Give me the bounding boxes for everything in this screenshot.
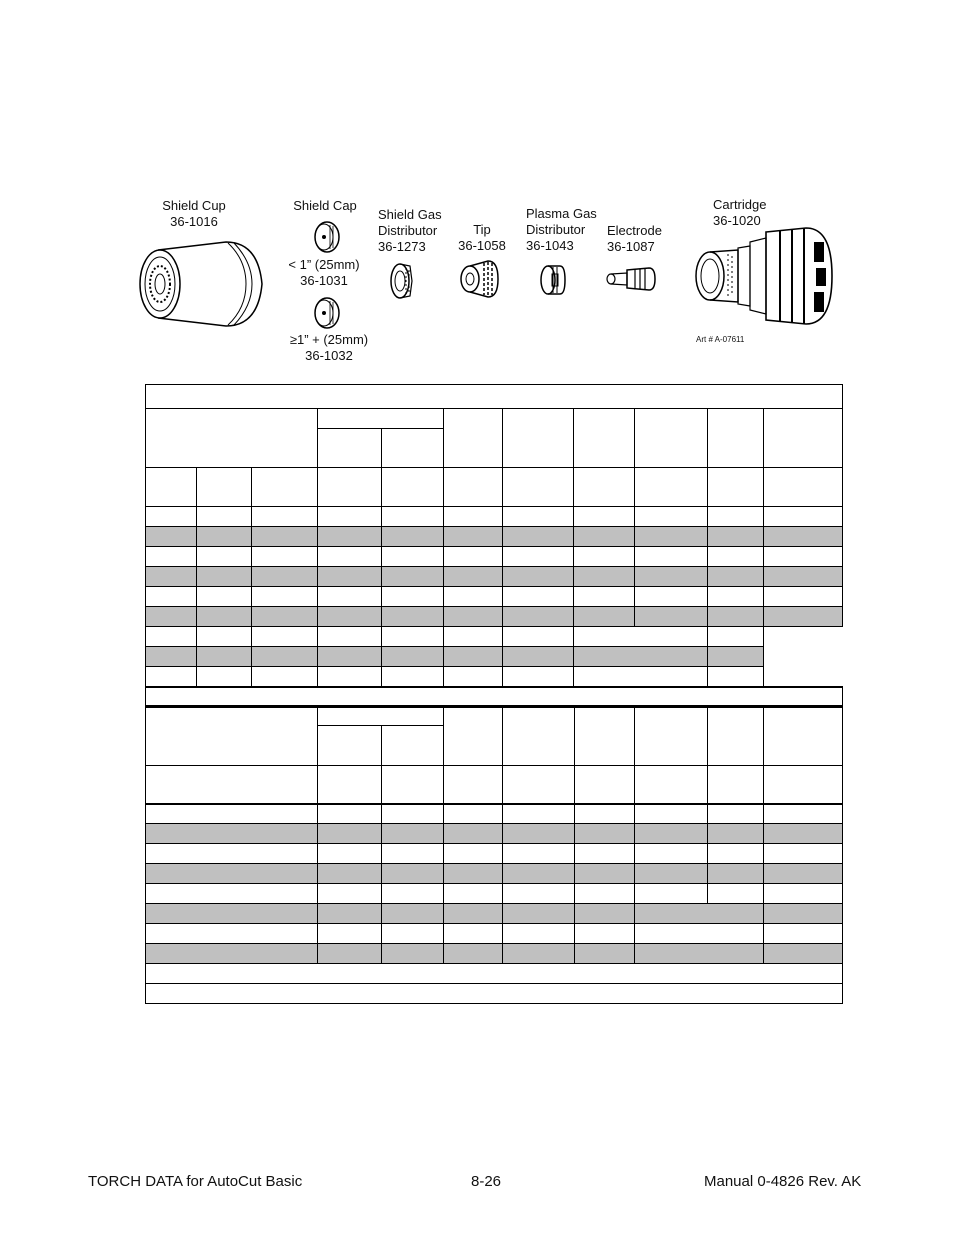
shield-cup-name: Shield Cup <box>162 198 226 213</box>
shield-gas-distributor-number: 36-1273 <box>378 239 426 254</box>
plasma-gas-distributor-name-1: Plasma Gas <box>526 206 597 221</box>
shield-gas-distributor-name-1: Shield Gas <box>378 207 442 222</box>
shield-gas-distributor-label <box>378 207 442 255</box>
footer-manual-number: Manual 0-4826 Rev. AK <box>704 1173 862 1190</box>
shield-cap-large-label <box>276 332 382 364</box>
table-row <box>146 627 843 647</box>
shield-cup-number: 36-1016 <box>170 214 218 229</box>
table-row <box>146 804 843 824</box>
footer-title: TORCH DATA for AutoCut Basic <box>88 1173 303 1190</box>
table-row <box>146 607 843 627</box>
table-row <box>146 527 843 547</box>
shield-cup-drawing <box>138 240 268 330</box>
cartridge-drawing <box>688 226 838 330</box>
plasma-gas-distributor-label <box>526 206 597 254</box>
shield-cap-large-range: ≥1” + (25mm) <box>289 332 369 347</box>
table-row <box>146 507 843 527</box>
table-note-row <box>146 964 843 984</box>
tip-name: Tip <box>473 222 491 237</box>
table-header-row <box>146 468 843 507</box>
footer-page-number: 8-26 <box>471 1173 502 1190</box>
electrode-number: 36-1087 <box>607 239 655 254</box>
shield-cap-label <box>288 198 362 214</box>
table-spacer-row <box>146 687 843 707</box>
shield-cap-small-number: 36-1031 <box>300 273 348 288</box>
cartridge-label <box>713 197 766 229</box>
shield-gas-distributor-name-2: Distributor <box>378 223 438 238</box>
table-row <box>146 844 843 864</box>
tip-label <box>452 222 512 254</box>
electrode-drawing <box>605 264 657 294</box>
shield-cap-large-drawing <box>310 296 344 330</box>
electrode-label <box>607 223 662 255</box>
table-row <box>146 567 843 587</box>
table-row <box>146 904 843 924</box>
shield-cap-large-number: 36-1032 <box>305 348 353 363</box>
table-title-row <box>146 385 843 409</box>
table-header-row <box>146 766 843 804</box>
table-row <box>146 924 843 944</box>
shield-cap-small-label <box>276 257 372 289</box>
cartridge-number: 36-1020 <box>713 213 761 228</box>
shield-cap-small-range: < 1” (25mm) <box>288 257 360 272</box>
table-header-row <box>146 706 843 726</box>
tip-number: 36-1058 <box>458 238 506 253</box>
tip-drawing <box>458 258 502 300</box>
art-number: Art # A-07611 <box>696 335 745 344</box>
shield-cap-small-drawing <box>310 220 344 254</box>
plasma-gas-distributor-name-2: Distributor <box>526 222 586 237</box>
cartridge-name: Cartridge <box>713 197 767 212</box>
table-row <box>146 647 843 667</box>
cut-chart-table-2 <box>145 705 843 1004</box>
plasma-gas-distributor-number: 36-1043 <box>526 238 574 253</box>
table-row <box>146 944 843 964</box>
shield-cup-label <box>158 198 230 230</box>
table-row <box>146 547 843 567</box>
plasma-gas-distributor-drawing <box>538 262 568 298</box>
shield-cap-name: Shield Cap <box>293 198 357 213</box>
table-row <box>146 864 843 884</box>
table-row <box>146 587 843 607</box>
table-row <box>146 667 843 687</box>
cut-chart-table-1 <box>145 384 843 708</box>
table-row <box>146 824 843 844</box>
table-row <box>146 884 843 904</box>
shield-gas-distributor-drawing <box>388 260 416 302</box>
table-note-row <box>146 984 843 1004</box>
electrode-name: Electrode <box>607 223 662 238</box>
table-header-row <box>146 409 843 429</box>
